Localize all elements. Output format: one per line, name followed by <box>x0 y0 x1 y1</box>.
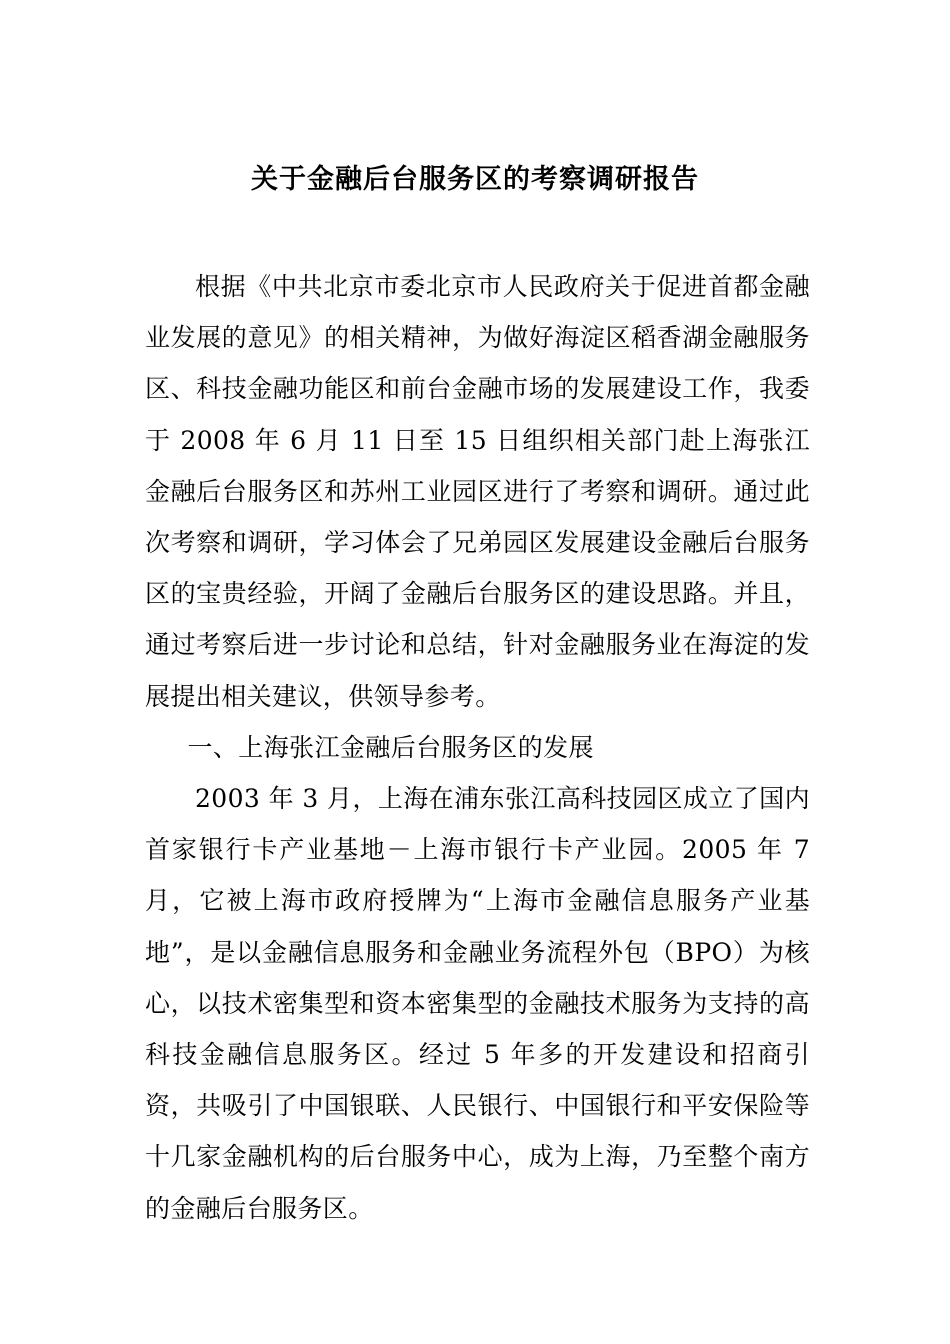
paragraph-shanghai: 2003 年 3 月，上海在浦东张江高科技园区成立了国内首家银行卡产业基地－上海市银行卡产业园。2005 年 7 月，它被上海市政府授牌为“上海市金融信息服务产业基地”，是以金融信息服务和金融业务流程外包（BPO）为核心，以技术密集型和资本密集型的金融技术服务为支持的高科技金融信息服务区。经过 5 年多的开发建设和招商引资，共吸引了中国银联、人民银行、中国银行和平安保险等十几家金融机构的后台服务中心，成为上海，乃至整个南方的金融后台服务区。 <box>145 784 810 1223</box>
document-body <box>145 261 810 1234</box>
paragraph-intro: 根据《中共北京市委北京市人民政府关于促进首都金融业发展的意见》的相关精神，为做好海淀区稻香湖金融服务区、科技金融功能区和前台金融市场的发展建设工作，我委于 2008 年 6 月 11 日至 15 日组织相关部门赴上海张江金融后台服务区和苏州工业园区进行了考察和调研。通过此次考察和调研，学习体会了兄弟园区发展建设金融后台服务区的宝贵经验，开阔了金融后台服务区的建设思路。并且，通过考察后进一步讨论和总结，针对金融服务业在海淀的发展提出相关建议，供领导参考。 <box>145 272 810 711</box>
document-title: 关于金融后台服务区的考察调研报告 <box>251 164 699 195</box>
section-heading: 一、上海张江金融后台服务区的发展 <box>187 732 594 762</box>
